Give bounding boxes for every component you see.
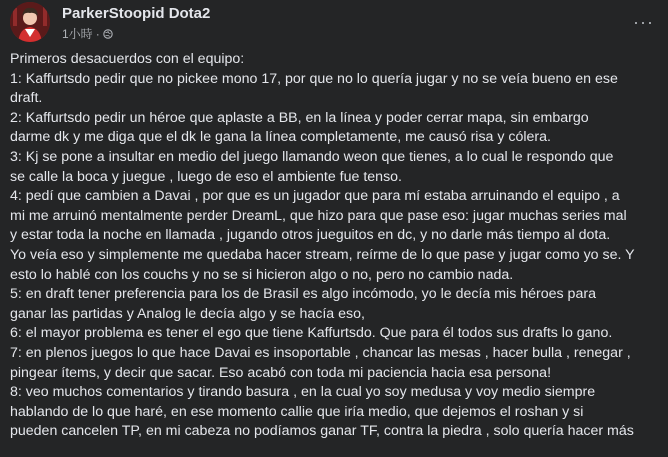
post-line: 4: pedí que cambien a Davai , por que es un jugador que para mí estaba arruinando el equipo , a	[10, 188, 620, 205]
post-timestamp[interactable]: 1小時	[62, 27, 93, 41]
post-line: 7: en plenos juegos lo que hace Davai es insoportable , chancar las mesas , hacer bulla , renegar ,	[10, 344, 631, 361]
globe-icon[interactable]	[103, 29, 113, 39]
post-body	[10, 50, 668, 442]
post-line: 1: Kaffurtsdo pedir que no pickee mono 17, por que no lo quería jugar y no se veía bueno en ese	[10, 70, 618, 87]
post-line: draft.	[10, 90, 43, 107]
post-line: pueden cancelen TP, en mi cabeza no podíamos ganar TF, contra la piedra , solo quería hacer más	[10, 423, 634, 440]
post-line: se calle la boca y juegue , luego de eso el ambiente fue tenso.	[10, 168, 402, 185]
post-line: esto lo hablé con los couchs y no se si hicieron algo o no, pero no cambio nada.	[10, 266, 514, 283]
post-line: Primeros desacuerdos con el equipo:	[10, 51, 245, 67]
post-line: darme dk y me diga que el dk le gana la línea completamente, me causó risa y cólera.	[10, 129, 551, 146]
post-header	[10, 2, 660, 44]
profile-photo-icon	[10, 2, 50, 42]
post-line: y estar toda la noche en llamada , jugando otros jueguitos en dc, y no darle más tiempo al dota.	[10, 227, 611, 244]
post-author-name[interactable]: ParkerStoopid Dota2	[62, 5, 211, 22]
meta-separator: ·	[95, 26, 100, 41]
avatar[interactable]	[10, 2, 50, 42]
post-line: mi me arruinó mentalmente perder DreamL, que hizo para que pase eso: jugar muchas series mal	[10, 207, 627, 224]
post-line: 8: veo muchos comentarios y tirando basura , en la cual yo soy medusa y voy medio siempre	[10, 384, 596, 401]
post-line: 3: Kj se pone a insultar en medio del juego llamando weon que tienes, a lo cual le respondo que	[10, 148, 614, 165]
post-line: 5: en draft tener preferencia para los de Brasil es algo incómodo, yo le decía mis héroes para	[10, 286, 596, 303]
post-line: hablando de lo que haré, en ese momento callie que iría medio, que dejemos el roshan y si	[10, 403, 584, 420]
more-options-icon[interactable]: ···	[633, 12, 654, 32]
post-line: pingear ítems, y decir que sacar. Eso acabó con toda mi paciencia hacia esa persona!	[10, 364, 552, 381]
post-line: Yo veía eso y simplemente me quedaba hacer stream, reírme de lo que pase y jugar como yo se. Y	[10, 246, 635, 263]
post-line: 6: el mayor problema es tener el ego que tiene Kaffurtsdo. Que para él todos sus drafts lo gano.	[10, 325, 613, 342]
post-meta	[62, 25, 113, 42]
post-line: 2: Kaffurtsdo pedir un héroe que aplaste a BB, en la línea y poder cerrar mapa, sin embargo	[10, 109, 589, 126]
post-line: ganar las partidas y Analog le decía algo y se hacía eso,	[10, 305, 365, 322]
